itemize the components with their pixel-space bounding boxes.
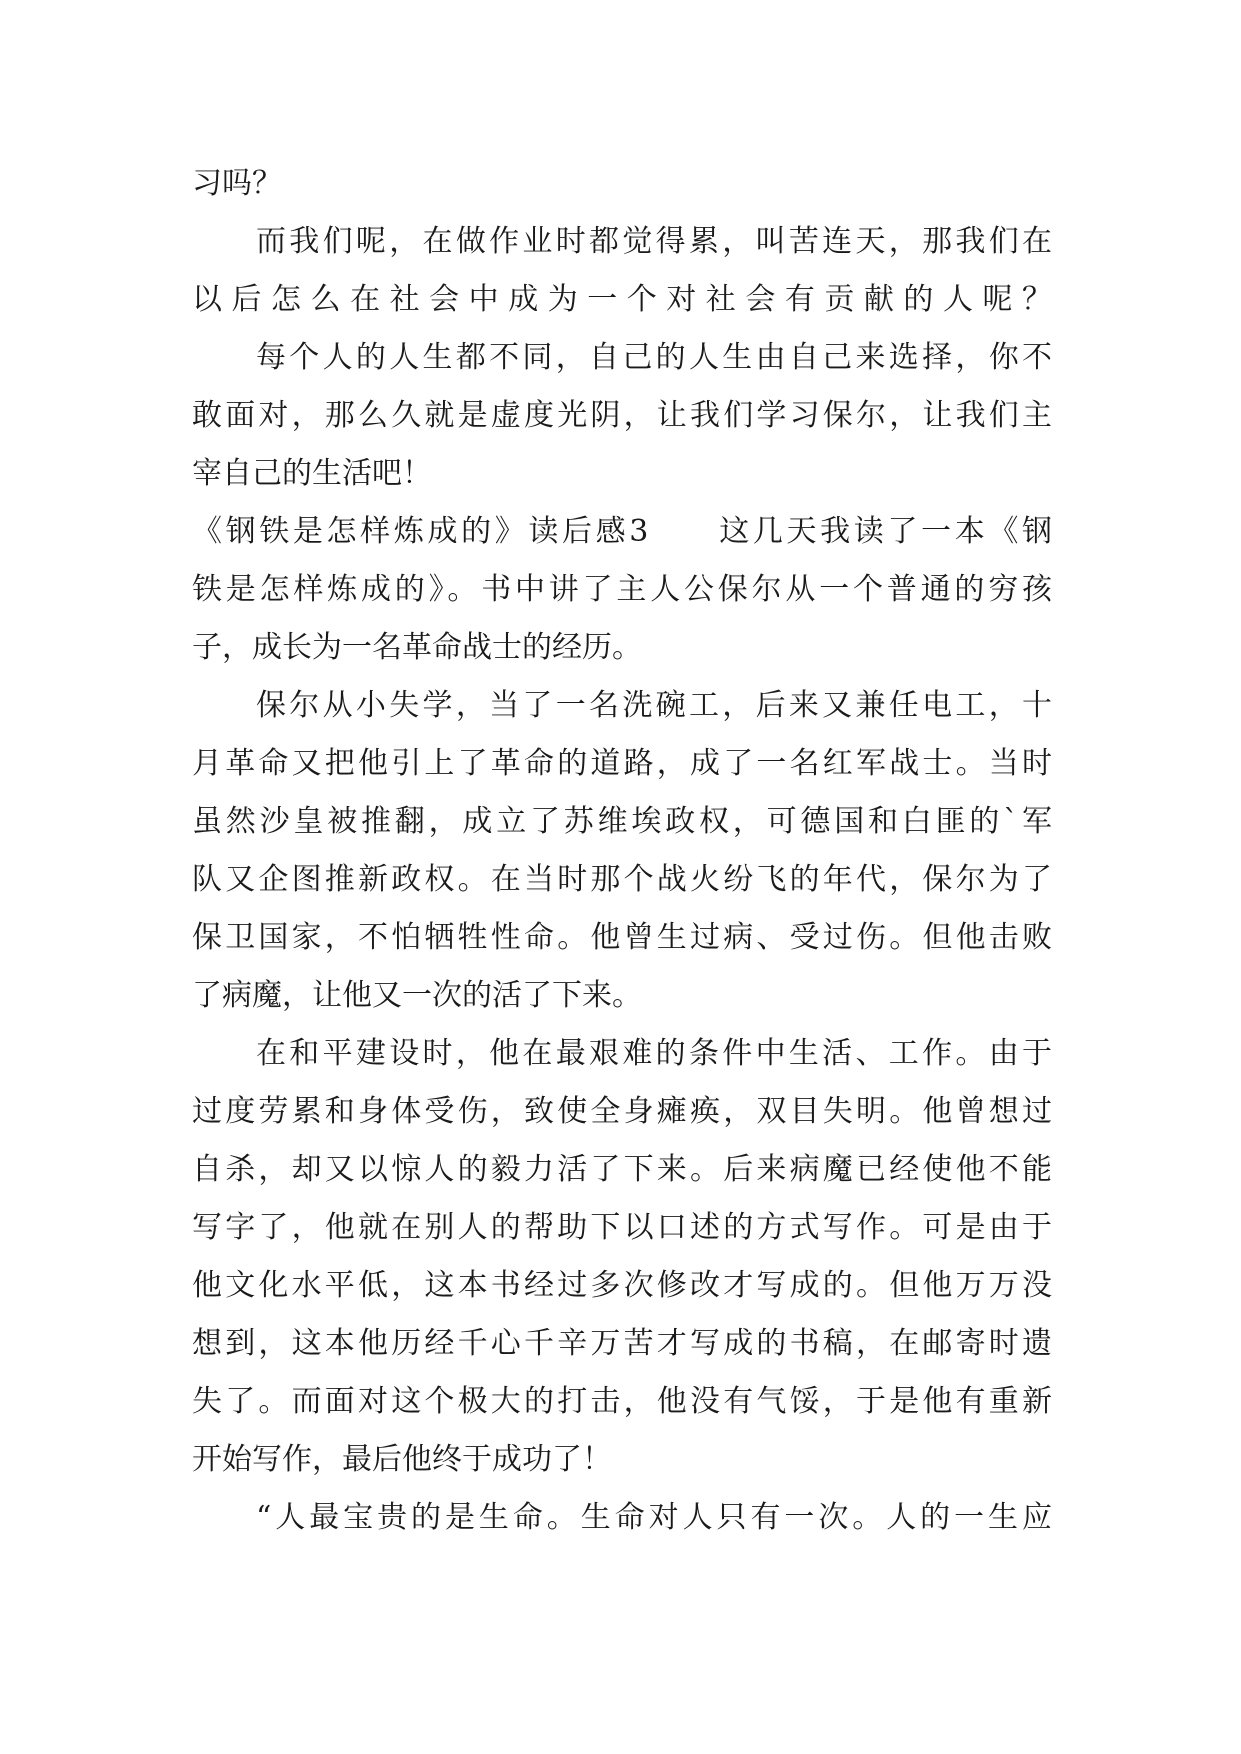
text-line: 想到，这本他历经千心千辛万苦才写成的书稿，在邮寄时遗: [192, 1326, 1052, 1361]
text-line: 子，成长为一名革命战士的经历。: [192, 630, 642, 665]
text-line: 每个人的人生都不同，自己的人生由自己来选择，你不: [256, 340, 1052, 375]
text-line: 自杀，却又以惊人的毅力活了下来。后来病魔已经使他不能: [192, 1152, 1052, 1187]
text-line: 了病魔，让他又一次的活了下来。: [192, 978, 642, 1013]
text-line: 铁是怎样炼成的》。书中讲了主人公保尔从一个普通的穷孩: [192, 572, 1052, 607]
text-line: 队又企图推新政权。在当时那个战火纷飞的年代，保尔为了: [192, 862, 1052, 897]
text-line: 过度劳累和身体受伤，致使全身瘫痪，双目失明。他曾想过: [192, 1094, 1052, 1129]
body-text: [192, 155, 1052, 1547]
text-line: 月革命又把他引上了革命的道路，成了一名红军战士。当时: [192, 746, 1052, 781]
text-line: 而我们呢，在做作业时都觉得累，叫苦连天，那我们在: [256, 224, 1052, 259]
text-line: 保卫国家，不怕牺牲性命。他曾生过病、受过伤。但他击败: [192, 920, 1052, 955]
text-line: 虽然沙皇被推翻，成立了苏维埃政权，可德国和白匪的`军: [192, 804, 1052, 839]
text-line: 《钢铁是怎样炼成的》读后感3 这几天我读了一本《钢: [192, 514, 1052, 549]
text-line: 习吗？: [192, 166, 282, 201]
text-line: 他文化水平低，这本书经过多次修改才写成的。但他万万没: [192, 1268, 1052, 1303]
text-line: 保尔从小失学，当了一名洗碗工，后来又兼任电工，十: [256, 688, 1052, 723]
text-line: 敢面对，那么久就是虚度光阴，让我们学习保尔，让我们主: [192, 398, 1052, 433]
text-line: “人最宝贵的是生命。生命对人只有一次。人的一生应: [256, 1500, 1052, 1535]
text-line: 开始写作，最后他终于成功了！: [192, 1442, 612, 1477]
text-line: 以后怎么在社会中成为一个对社会有贡献的人呢？: [192, 282, 1052, 317]
text-line: 写字了，他就在别人的帮助下以口述的方式写作。可是由于: [192, 1210, 1052, 1245]
text-line: 在和平建设时，他在最艰难的条件中生活、工作。由于: [256, 1036, 1052, 1071]
text-line: 失了。而面对这个极大的打击，他没有气馁，于是他有重新: [192, 1384, 1052, 1419]
text-line: 宰自己的生活吧！: [192, 456, 432, 491]
